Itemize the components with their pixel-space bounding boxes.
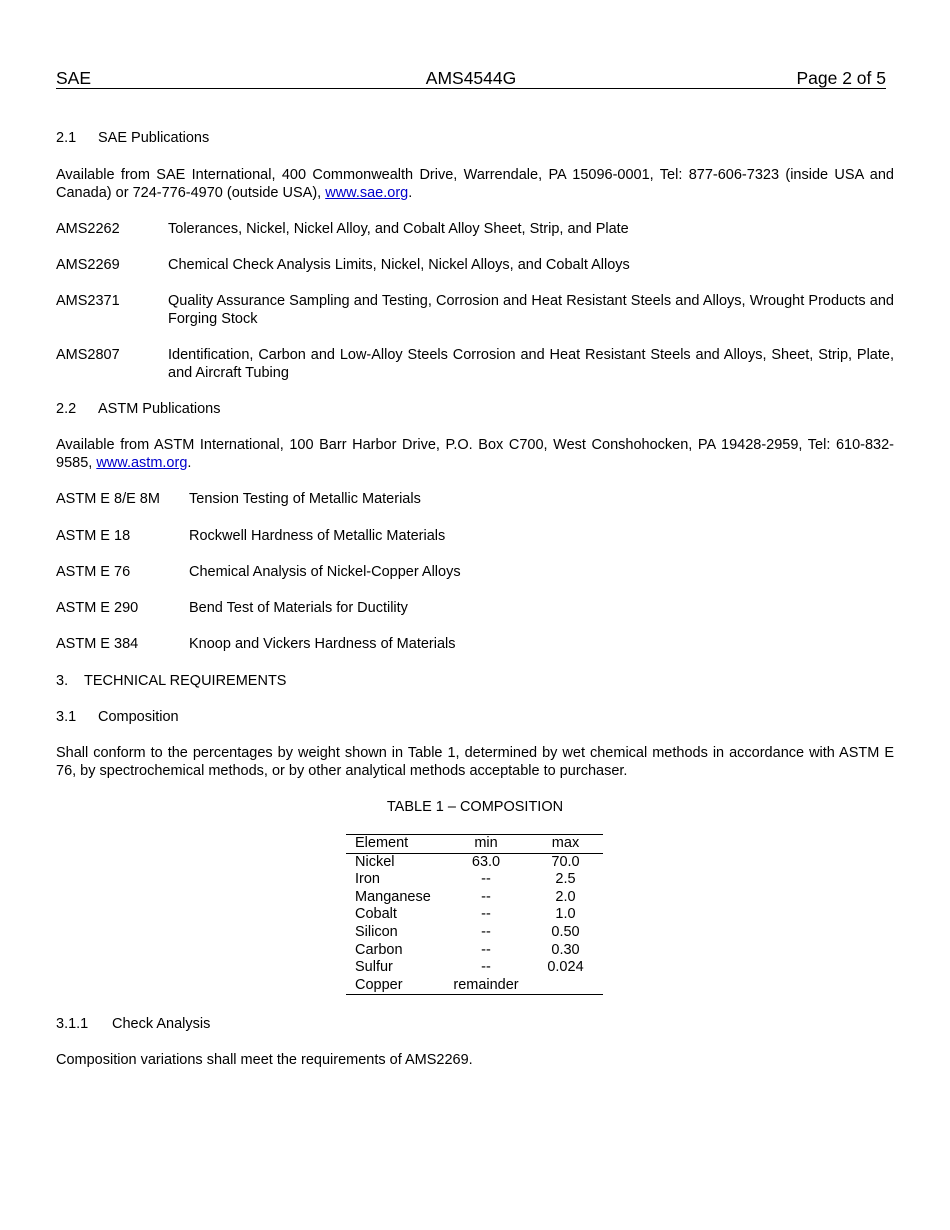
cell-max: 0.30: [551, 941, 580, 958]
cell-min: --: [481, 923, 491, 940]
reference-code: ASTM E 8/E 8M: [56, 491, 160, 507]
reference-code: ASTM E 290: [56, 600, 139, 616]
cell-max: 2.5: [555, 871, 576, 888]
table-header-row: [346, 835, 603, 854]
reference-code: AMS2807: [56, 347, 120, 363]
reference-description: Knoop and Vickers Hardness of Materials: [189, 636, 456, 652]
sae-website-link[interactable]: www.sae.org: [325, 185, 409, 201]
check-analysis-paragraph: Composition variations shall meet the requirements of AMS2269.: [56, 1052, 473, 1068]
page-header: [56, 68, 886, 89]
column-header-min: min: [474, 835, 498, 851]
cell-max: 70.0: [551, 853, 580, 870]
cell-element: Nickel: [355, 853, 395, 870]
reference-description: Quality Assurance Sampling and Testing, Corrosion and Heat Resistant Steels and Alloys, Wrought Products and Forging Stock: [168, 293, 894, 327]
section-title: SAE Publications: [98, 130, 210, 146]
cell-element: Iron: [355, 871, 380, 888]
section-3-1-heading: [56, 708, 894, 726]
header-page-number: Page 2 of 5: [796, 68, 886, 88]
section-3-1-1-heading: [56, 1015, 894, 1033]
reference-description: Rockwell Hardness of Metallic Materials: [189, 528, 446, 544]
cell-max: 0.50: [551, 923, 580, 940]
sae-availability-paragraph: [56, 166, 894, 202]
column-header-max: max: [551, 835, 580, 851]
cell-min: --: [481, 941, 491, 958]
section-number: 2.2: [56, 401, 77, 417]
cell-element: Copper: [355, 976, 403, 993]
header-org: SAE: [56, 68, 92, 88]
astm-availability-tail: .: [187, 455, 192, 471]
section-title: Check Analysis: [112, 1016, 211, 1032]
reference-code: AMS2371: [56, 293, 120, 309]
astm-availability-text: Available from ASTM International, 100 Barr Harbor Drive, P.O. Box C700, West Conshohocken, PA 19428-2959, Tel: 610-832-9585,: [56, 437, 894, 471]
cell-element: Silicon: [355, 923, 398, 940]
astm-availability-paragraph: [56, 436, 894, 472]
section-2-2-heading: [56, 400, 894, 418]
cell-max: [528, 977, 603, 995]
reference-description: Chemical Check Analysis Limits, Nickel, Nickel Alloys, and Cobalt Alloys: [168, 257, 630, 273]
reference-code: ASTM E 76: [56, 564, 131, 580]
section-number: 3.1.1: [56, 1016, 89, 1032]
section-number: 2.1: [56, 130, 77, 146]
cell-min: remainder: [453, 976, 519, 993]
sae-availability-text: Available from SAE International, 400 Commonwealth Drive, Warrendale, PA 15096-0001, Tel: 877-606-7323 (inside USA and Canada) or 724-776-4970 (outside USA),: [56, 167, 894, 201]
sae-availability-tail: .: [408, 185, 413, 201]
cell-element: Cobalt: [355, 906, 397, 923]
reference-code: ASTM E 18: [56, 528, 131, 544]
section-3-heading: [56, 672, 894, 690]
section-title: TECHNICAL REQUIREMENTS: [84, 673, 287, 689]
table-row: [346, 871, 603, 889]
astm-website-link[interactable]: www.astm.org: [96, 455, 188, 471]
cell-min: --: [481, 906, 491, 923]
cell-max: 2.0: [555, 888, 576, 905]
table-1-title: TABLE 1 – COMPOSITION: [386, 799, 564, 815]
cell-min: 63.0: [471, 853, 501, 870]
cell-element: Carbon: [355, 941, 403, 958]
cell-max: 0.024: [547, 959, 584, 976]
cell-element: Sulfur: [355, 959, 393, 976]
cell-min: --: [481, 959, 491, 976]
section-title: Composition: [98, 709, 179, 725]
table-row: [346, 959, 603, 977]
reference-description: Tension Testing of Metallic Materials: [189, 491, 421, 507]
table-row: [346, 977, 603, 995]
table-row: [346, 924, 603, 942]
reference-description: Bend Test of Materials for Ductility: [189, 600, 408, 616]
table-row: [346, 906, 603, 924]
section-2-1-heading: [56, 129, 894, 147]
composition-table: [346, 834, 603, 995]
reference-code: ASTM E 384: [56, 636, 139, 652]
table-row: [346, 942, 603, 960]
reference-code: AMS2269: [56, 257, 120, 273]
table-row: [346, 854, 603, 872]
header-doc-number: AMS4544G: [425, 68, 517, 88]
reference-description: Identification, Carbon and Low-Alloy Steels Corrosion and Heat Resistant Steels and Alloys, Sheet, Strip, Plate, and Aircraft Tubing: [168, 347, 894, 381]
section-number: 3.1: [56, 709, 77, 725]
composition-paragraph: Shall conform to the percentages by weight shown in Table 1, determined by wet chemical methods in accordance with ASTM E 76, by spectrochemical methods, or by other analytical methods acceptable to purchaser.: [56, 745, 894, 779]
column-header-element: Element: [355, 835, 409, 851]
cell-element: Manganese: [355, 888, 431, 905]
cell-min: --: [481, 888, 491, 905]
reference-code: AMS2262: [56, 221, 120, 237]
reference-description: Tolerances, Nickel, Nickel Alloy, and Cobalt Alloy Sheet, Strip, and Plate: [168, 221, 629, 237]
cell-max: 1.0: [555, 906, 576, 923]
reference-description: Chemical Analysis of Nickel-Copper Alloys: [189, 564, 461, 580]
section-title: ASTM Publications: [98, 401, 221, 417]
table-row: [346, 889, 603, 907]
cell-min: --: [481, 871, 491, 888]
section-number: 3.: [56, 673, 69, 689]
